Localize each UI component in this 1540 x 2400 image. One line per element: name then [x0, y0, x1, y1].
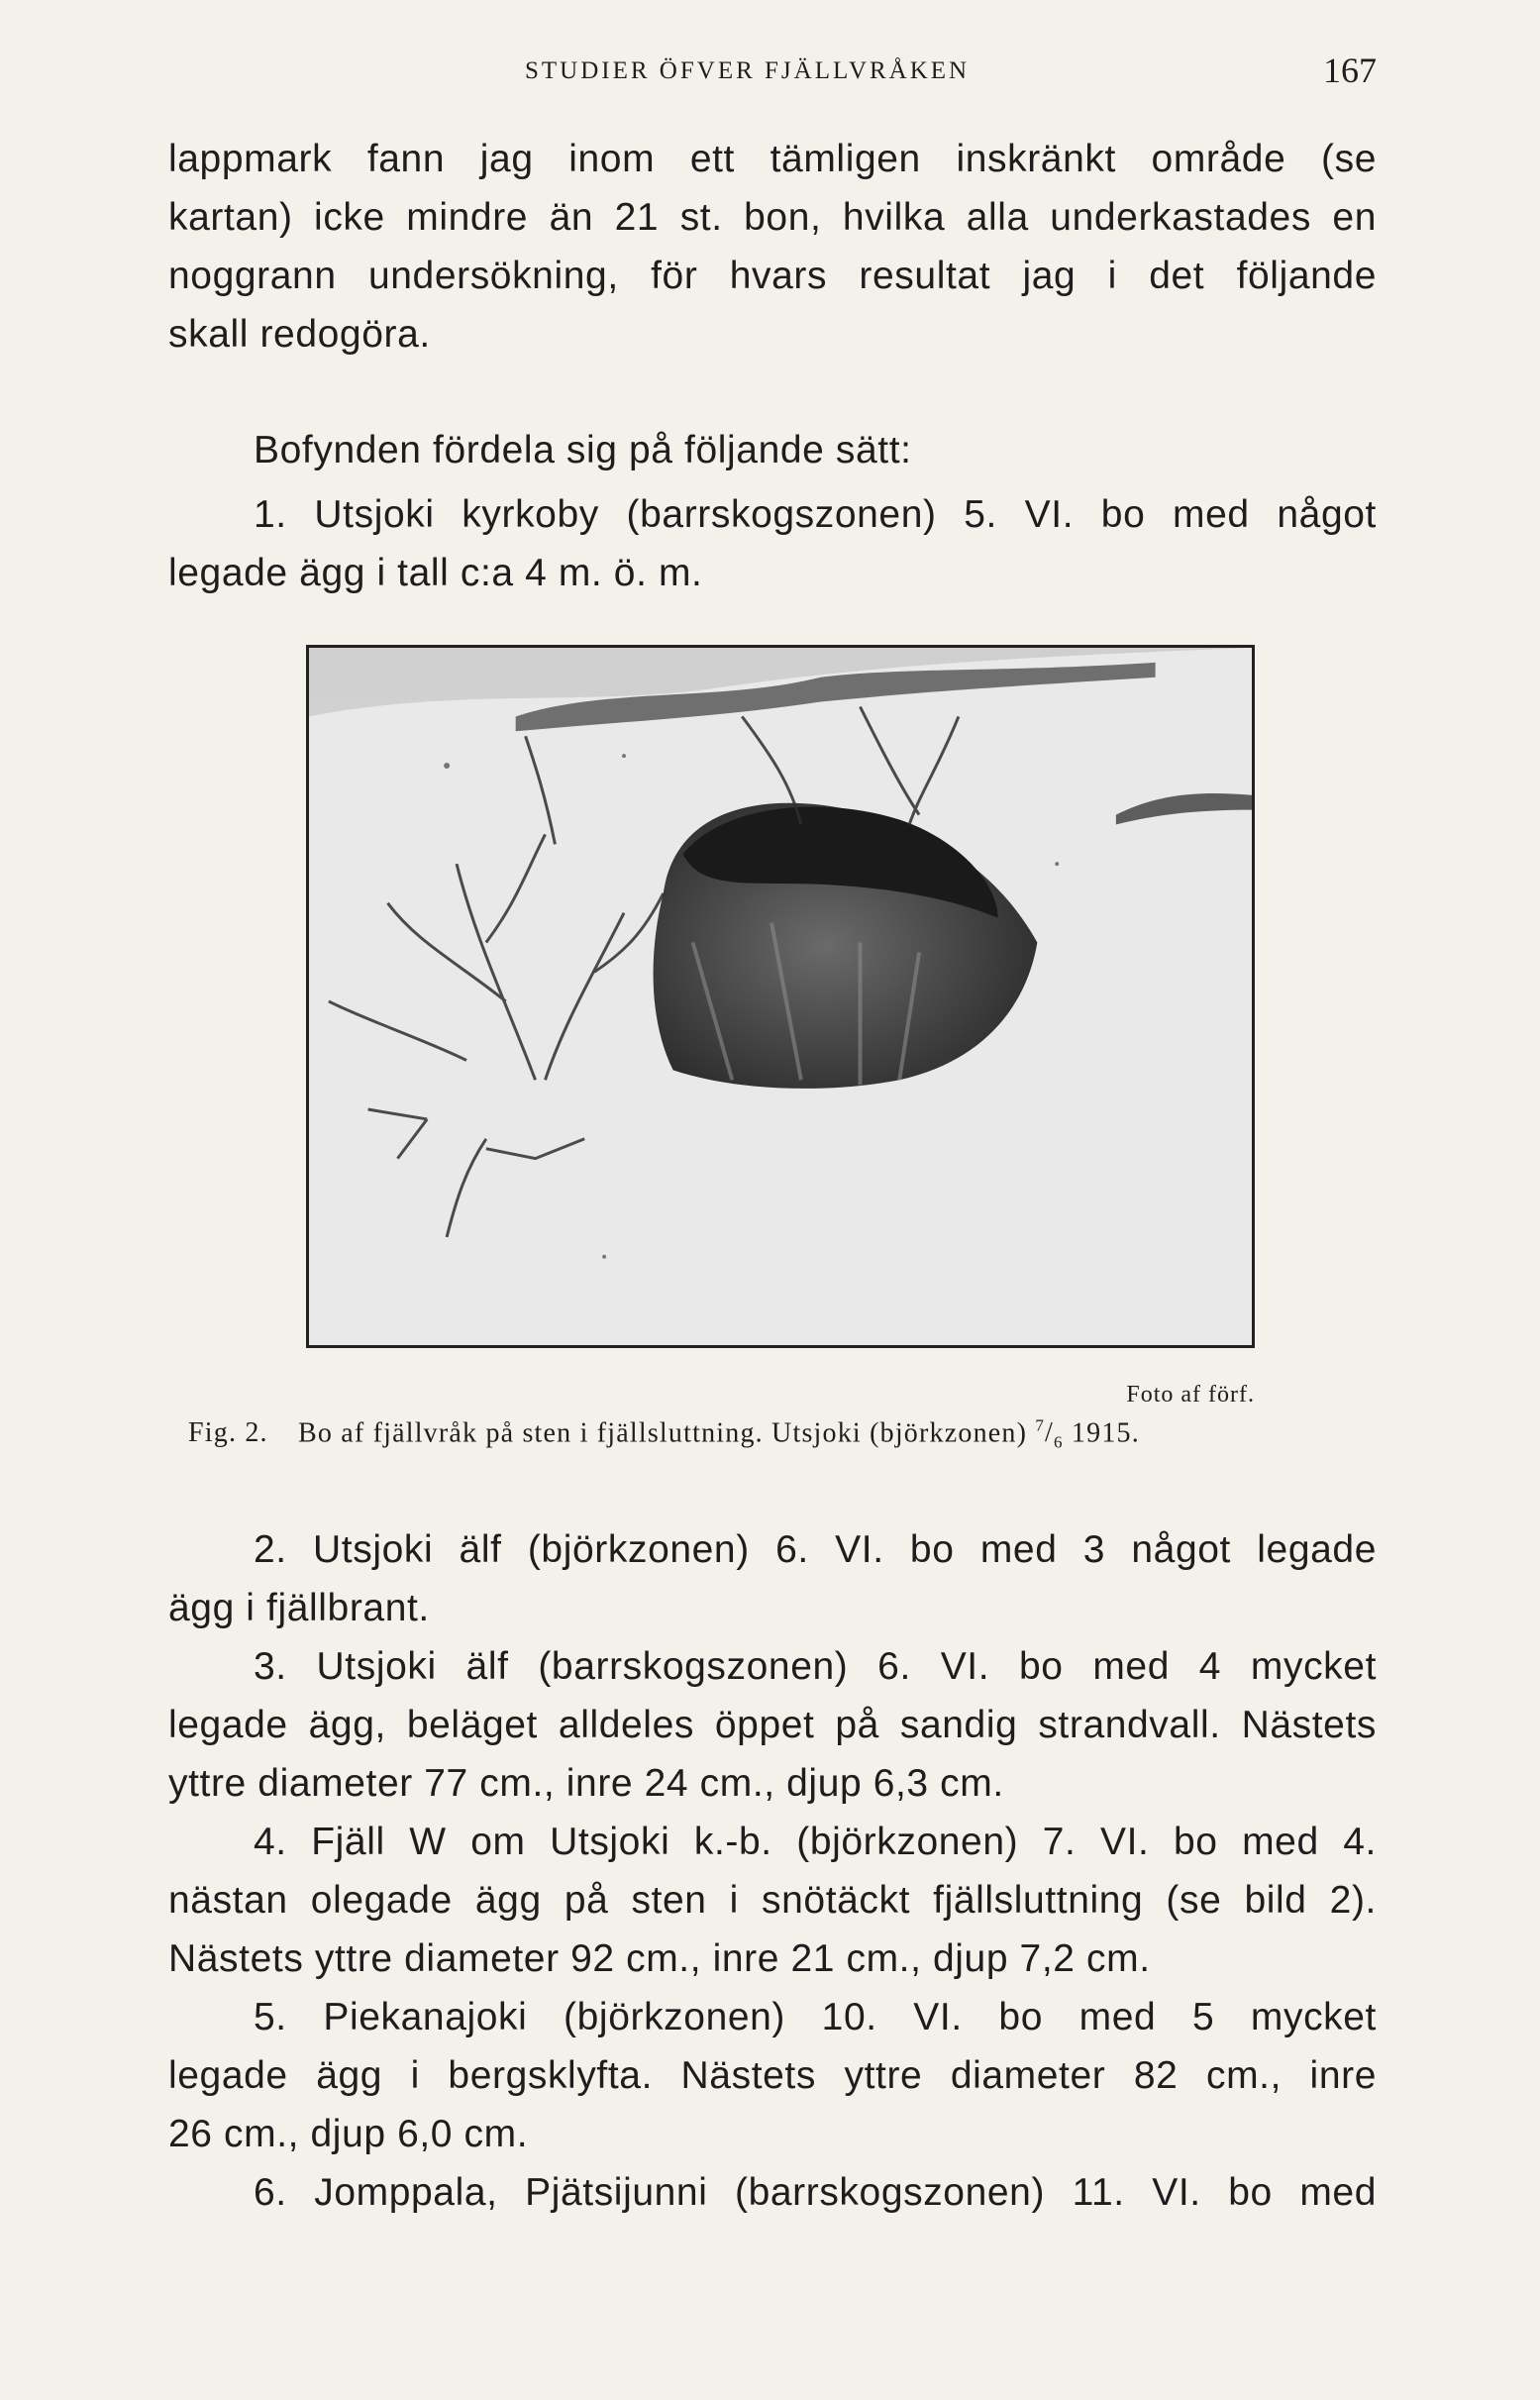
running-title: STUDIER ÖFVER FJÄLLVRÅKEN: [525, 57, 971, 84]
text-line: legade ägg i tall c:a 4 m. ö. m.: [168, 552, 703, 594]
text-line: Nästets yttre diameter 92 cm., inre 21 cm., djup 7,2 cm.: [168, 1937, 1151, 1980]
date-denominator: 6: [1054, 1432, 1064, 1452]
text-line: legade ägg, beläget alldeles öppet på sandig strandvall. Nästets: [168, 1704, 1377, 1746]
caption-date: $^7/_6$: [1035, 1416, 1064, 1452]
photo-credit: Foto af förf.: [1126, 1382, 1255, 1408]
running-head: [168, 51, 1377, 95]
figure-caption: [188, 1416, 1367, 1453]
list-item: 4. Fjäll W om Utsjoki k.-b. (björkzonen) 7. VI. bo med 4.: [254, 1821, 1377, 1863]
text-line: nästan olegade ägg på sten i snötäckt fjällsluttning (se bild 2).: [168, 1879, 1377, 1922]
text-line: yttre diameter 77 cm., inre 24 cm., djup 6,3 cm.: [168, 1762, 1004, 1805]
text-line: noggrann undersökning, för hvars resultat jag i det följande: [168, 255, 1377, 297]
date-numerator: 7: [1035, 1416, 1046, 1435]
list-item: 3. Utsjoki älf (barrskogszonen) 6. VI. bo med 4 mycket: [254, 1645, 1377, 1688]
text-line: lappmark fann jag inom ett tämligen inskränkt område (se: [168, 138, 1377, 180]
figure-label: Fig. 2.: [188, 1417, 268, 1449]
list-item: 6. Jomppala, Pjätsijunni (barrskogszonen) 11. VI. bo med: [254, 2171, 1377, 2214]
text-line: 26 cm., djup 6,0 cm.: [168, 2113, 529, 2155]
caption-text: Bo af fjällvråk på sten i fjällsluttning. Utsjoki (björkzonen): [297, 1417, 1028, 1449]
text-block-nest-list: [168, 1520, 1377, 2222]
text-line: skall redogöra.: [168, 313, 431, 356]
figure-photo-nest: [306, 645, 1255, 1348]
text-block-findings-intro: [168, 421, 1377, 602]
text-line: kartan) icke mindre än 21 st. bon, hvilka alla underkastades en: [168, 196, 1377, 239]
page-number: 167: [1323, 51, 1377, 90]
text-line: legade ägg i bergsklyfta. Nästets yttre diameter 82 cm., inre: [168, 2054, 1377, 2097]
caption-year: 1915.: [1071, 1417, 1140, 1449]
list-item: 5. Piekanajoki (björkzonen) 10. VI. bo med 5 mycket: [254, 1996, 1377, 2038]
text-line: Bofynden fördela sig på följande sätt:: [254, 429, 912, 471]
text-line: ägg i fjällbrant.: [168, 1587, 430, 1629]
text-line: 1. Utsjoki kyrkoby (barrskogszonen) 5. VI. bo med något: [254, 493, 1377, 536]
nest-photo-illustration: [309, 648, 1252, 1345]
list-item: 2. Utsjoki älf (björkzonen) 6. VI. bo med 3 något legade: [254, 1528, 1377, 1571]
text-block-intro: [168, 130, 1377, 364]
